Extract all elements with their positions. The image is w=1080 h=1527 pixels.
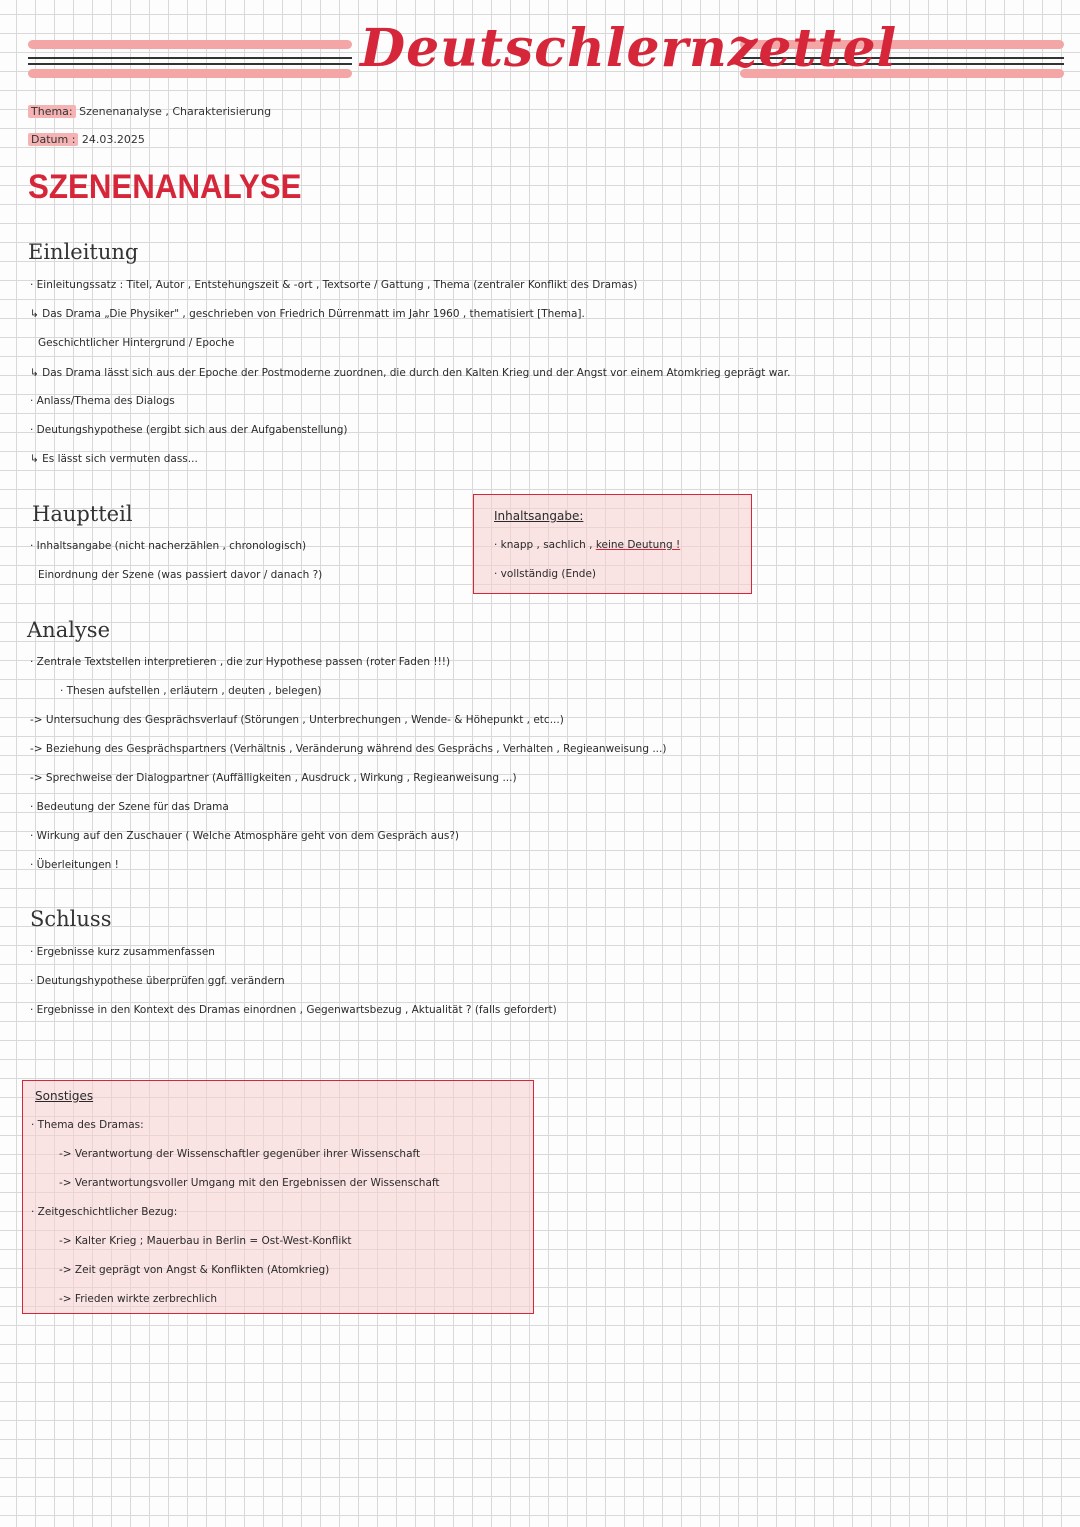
sonstiges-line: · Zeitgeschichtlicher Bezug: — [31, 1206, 178, 1218]
sonstiges-line: -> Zeit geprägt von Angst & Konflikten (Atomkrieg) — [59, 1264, 330, 1276]
date-value: 24.03.2025 — [81, 133, 145, 146]
page-header-title: Deutschlernzettel — [360, 18, 898, 79]
analyse-line: · Thesen aufstellen , erläutern , deuten , belegen) — [60, 685, 322, 697]
analyse-line: -> Sprechweise der Dialogpartner (Auffälligkeiten , Ausdruck , Wirkung , Regieanweisung ...) — [30, 772, 517, 784]
einleitung-line: · Anlass/Thema des Dialogs — [30, 395, 175, 407]
analyse-line: · Überleitungen ! — [30, 859, 119, 871]
inhaltsangabe-box-title: Inhaltsangabe: — [494, 509, 584, 523]
sonstiges-line: -> Kalter Krieg ; Mauerbau in Berlin = Ost-West-Konflikt — [59, 1235, 352, 1247]
date-label: Datum : — [28, 133, 78, 146]
main-title: SZENENANALYSE — [28, 168, 302, 206]
einleitung-line: Geschichtlicher Hintergrund / Epoche — [38, 337, 235, 349]
topic-line — [28, 105, 271, 118]
sonstiges-line: · Thema des Dramas: — [31, 1119, 144, 1131]
einleitung-line: ↳ Das Drama lässt sich aus der Epoche der Postmoderne zuordnen, die durch den Kalten Krieg und der Angst vor einem Atomkrieg geprägt war. — [30, 367, 791, 379]
section-heading-schluss: Schluss — [30, 907, 112, 931]
analyse-line: · Bedeutung der Szene für das Drama — [30, 801, 229, 813]
schluss-line: · Deutungshypothese überprüfen ggf. verändern — [30, 975, 285, 987]
schluss-line: · Ergebnisse in den Kontext des Dramas einordnen , Gegenwartsbezug , Aktualität ? (falls gefordert) — [30, 1004, 557, 1016]
schluss-line: · Ergebnisse kurz zusammenfassen — [30, 946, 215, 958]
inhaltsangabe-box-line — [494, 539, 680, 551]
analyse-line: -> Beziehung des Gesprächspartners (Verhältnis , Veränderung während des Gesprächs , Verhalten , Regieanweisung ...) — [30, 743, 667, 755]
sonstiges-box-title: Sonstiges — [35, 1089, 94, 1103]
date-line — [28, 133, 145, 146]
section-heading-analyse: Analyse — [27, 618, 110, 642]
hauptteil-line: Einordnung der Szene (was passiert davor / danach ?) — [38, 569, 323, 581]
analyse-line: · Wirkung auf den Zuschauer ( Welche Atmosphäre geht von dem Gespräch aus?) — [30, 830, 460, 842]
einleitung-line: · Einleitungssatz : Titel, Autor , Entstehungszeit & -ort , Textsorte / Gattung , Thema (zentraler Konflikt des Dramas) — [30, 279, 638, 291]
hauptteil-line: · Inhaltsangabe (nicht nacherzählen , chronologisch) — [30, 540, 307, 552]
sonstiges-line: -> Verantwortung der Wissenschaftler gegenüber ihrer Wissenschaft — [59, 1148, 421, 1160]
einleitung-line: · Deutungshypothese (ergibt sich aus der Aufgabenstellung) — [30, 424, 348, 436]
keine-deutung-emphasis: keine Deutung ! — [595, 539, 681, 551]
einleitung-line: ↳ Das Drama „Die Physiker" , geschrieben von Friedrich Dürrenmatt im Jahr 1960 , thematisiert [Thema]. — [30, 308, 585, 320]
section-heading-hauptteil: Hauptteil — [32, 502, 133, 526]
topic-value: Szenenanalyse , Charakterisierung — [79, 105, 272, 118]
inhaltsangabe-box-line: · vollständig (Ende) — [494, 568, 597, 580]
inhaltsangabe-line-prefix: · knapp , sachlich , — [494, 539, 593, 551]
einleitung-line: ↳ Es lässt sich vermuten dass... — [30, 453, 198, 465]
sonstiges-box — [22, 1080, 534, 1314]
inhaltsangabe-box — [473, 494, 752, 594]
sonstiges-line: -> Verantwortungsvoller Umgang mit den Ergebnissen der Wissenschaft — [59, 1177, 440, 1189]
section-heading-einleitung: Einleitung — [28, 240, 139, 264]
analyse-line: -> Untersuchung des Gesprächsverlauf (Störungen , Unterbrechungen , Wende- & Höhepunkt , etc...) — [30, 714, 564, 726]
analyse-line: · Zentrale Textstellen interpretieren , die zur Hypothese passen (roter Faden !!!) — [30, 656, 451, 668]
topic-label: Thema: — [28, 105, 76, 118]
sonstiges-line: -> Frieden wirkte zerbrechlich — [59, 1293, 218, 1305]
